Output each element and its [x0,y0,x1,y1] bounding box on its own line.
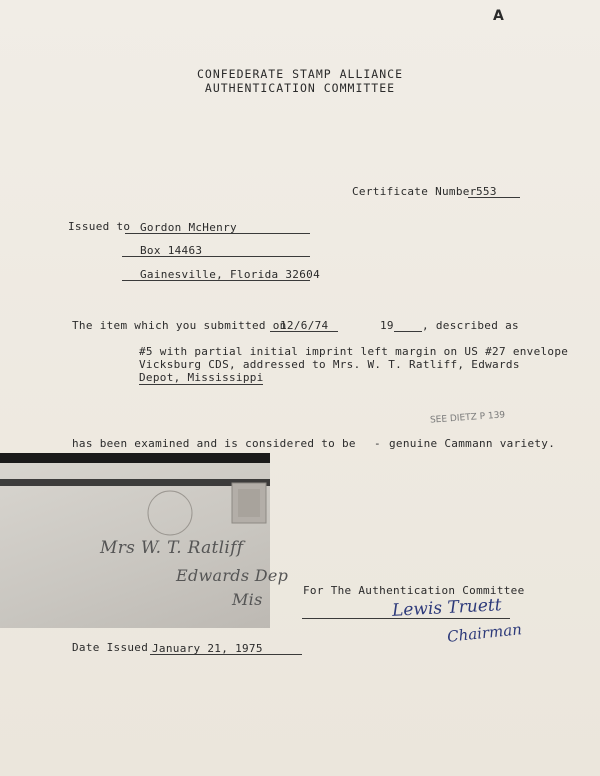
photo-script-line-3: Mis [232,590,263,609]
issued-to-name: Gordon McHenry [140,221,237,234]
pencil-note: SEE DIETZ P 139 [429,410,506,426]
submission-prefix: The item which you submitted on [72,319,287,332]
verdict-dash: - [374,437,381,450]
submission-year-line [394,331,422,332]
photo-script-line-2: Edwards Dep [176,566,289,585]
submission-year-prefix: 19 [380,319,394,332]
committee-title: Chairman [446,620,523,646]
date-issued-value: January 21, 1975 [152,642,263,655]
envelope-photo [0,453,289,628]
date-issued-label: Date Issued [72,641,149,654]
description-underline [139,384,263,385]
committee-signature: Lewis Truett [391,595,503,621]
verdict-prefix: has been examined and is considered to be [72,437,356,450]
issued-to-address2: Gainesville, Florida 32604 [140,268,320,281]
certificate-number: 553 [476,185,497,198]
description-line-2: Vicksburg CDS, addressed to Mrs. W. T. Ratliff, Edwards [139,358,520,371]
header-line-2: AUTHENTICATION COMMITTEE [204,81,396,95]
verdict-result: genuine Cammann variety. [389,437,556,450]
corner-mark: A [493,8,505,24]
committee-label: For The Authentication Committee [303,584,525,597]
issued-to-label: Issued to [68,220,131,233]
description-line-3: Depot, Mississippi [139,371,264,384]
submission-suffix: , described as [422,319,519,332]
submission-date: 12/6/74 [280,319,329,332]
certificate-number-label: Certificate Number [352,185,477,198]
header-line-1: CONFEDERATE STAMP ALLIANCE [196,67,403,81]
issued-to-address1: Box 14463 [140,244,203,257]
description-line-1: #5 with partial initial imprint left margin on US #27 envelope [139,345,569,358]
photo-script-line-1: Mrs W. T. Ratliff [100,538,244,558]
